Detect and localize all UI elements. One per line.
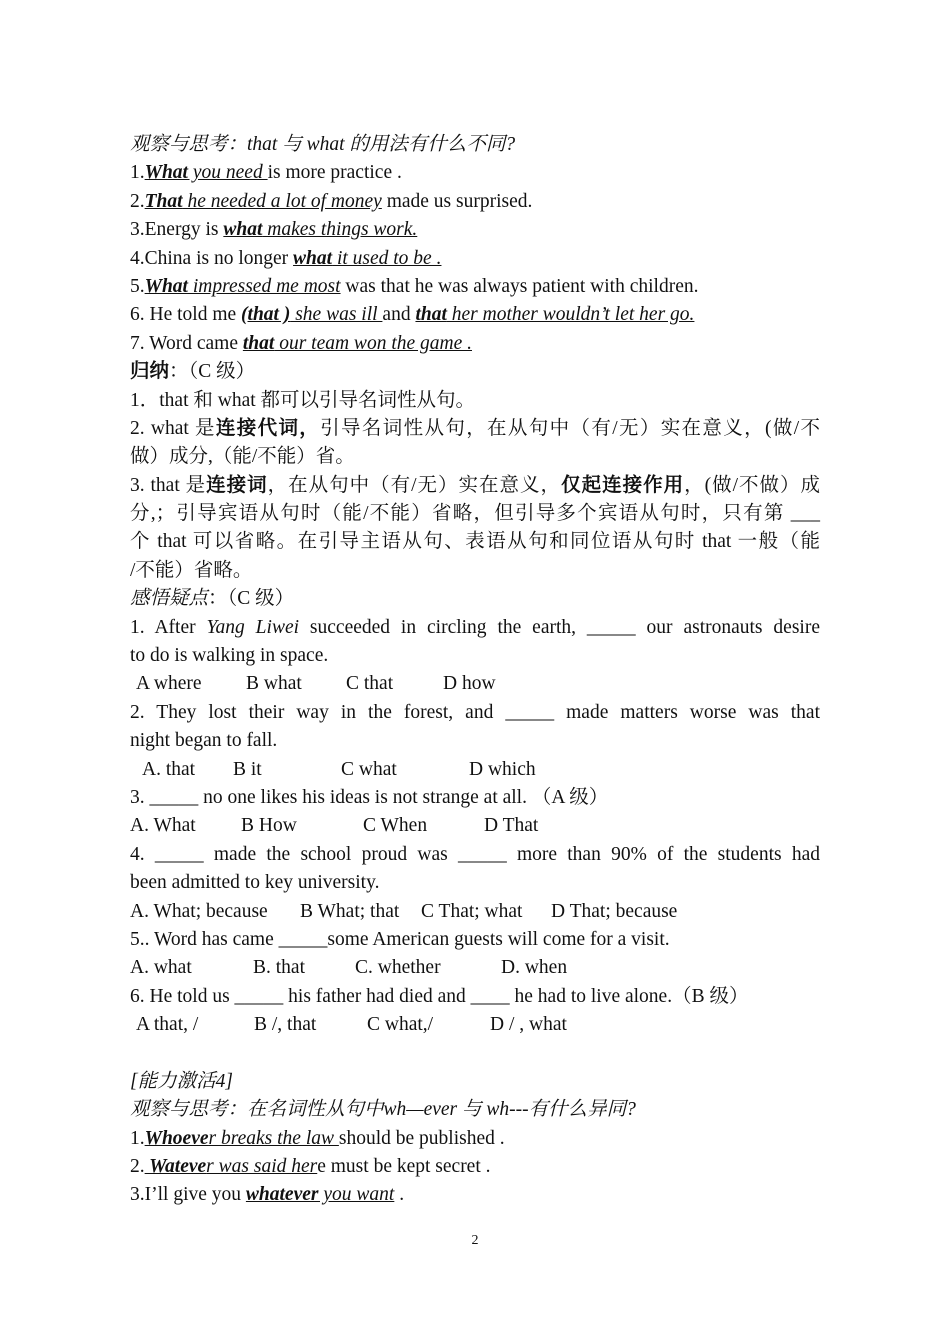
section-heading: 观察与思考：在名词性从句中wh—ever 与 wh---有什么异同?	[130, 1099, 636, 1121]
question-4-options	[130, 898, 820, 926]
option: A. that	[142, 758, 196, 780]
section-tag: [能力激活4]	[130, 1070, 233, 1092]
question-2-options	[130, 756, 820, 784]
example-6: 6. He told me (that ) she was ill and that her mother wouldn’t let her go.	[130, 304, 695, 326]
option: A. What	[130, 815, 196, 837]
summary-point-1: 1．that 和 what 都可以引导名词性从句。	[130, 389, 476, 411]
summary-point-3: 3. that 是连接词，在从句中（有/无）实在意义，仅起连接作用，(做/不做）成	[130, 474, 820, 496]
question-6-options	[130, 1011, 820, 1039]
spacer	[130, 1040, 820, 1068]
summary-point-3-cont-3: /不能）省略。	[130, 559, 253, 581]
summary-heading: 归纳：（C 级）	[130, 361, 256, 383]
summary-point-3-cont-1: 分,；引导宾语从句时（能/不能）省略，但引导多个宾语从句时，只有第 ___	[130, 503, 820, 525]
option: B. that	[253, 957, 305, 979]
document-body	[130, 131, 820, 1210]
example-4: 4.China is no longer what it used to be .	[130, 247, 442, 269]
option: C That; what	[421, 900, 523, 922]
option: D That; because	[551, 900, 678, 922]
page-number: 2	[471, 1233, 479, 1248]
example-2: 2. Watever was said here must be kept secret .	[130, 1156, 491, 1178]
question-2: 2. They lost their way in the forest, and _____ made matters worse was that	[130, 701, 820, 723]
option: A. what	[130, 957, 192, 979]
question-3: 3. _____ no one likes his ideas is not strange at all. （A 级）	[130, 786, 609, 808]
option: D which	[469, 758, 536, 780]
question-3-options	[130, 812, 820, 840]
example-1: 1.Whoever breaks the law should be published .	[130, 1127, 505, 1149]
question-1: 1. After Yang Liwei succeeded in circling the earth, _____ our astronauts desire	[130, 616, 820, 638]
option: B What; that	[300, 900, 400, 922]
question-6: 6. He told us _____ his father had died and ____ he had to live alone.（B 级）	[130, 985, 749, 1007]
option: A that, /	[136, 1014, 199, 1036]
option: C. whether	[355, 957, 441, 979]
question-5: 5.. Word has came _____some American guests will come for a visit.	[130, 928, 670, 950]
example-7: 7. Word came that our team won the game .	[130, 332, 472, 354]
summary-point-2-cont: 做）成分,（能/不能）省。	[130, 446, 355, 468]
option: D how	[443, 673, 496, 695]
option: A. What; because	[130, 900, 268, 922]
option: C what,/	[367, 1014, 434, 1036]
example-1: 1.What you need is more practice .	[130, 162, 402, 184]
summary-point-3-cont-2: 个 that 可以省略。在引导主语从句、表语从句和同位语从句时 that 一般（能	[130, 531, 820, 553]
example-3: 3.I’ll give you whatever you want .	[130, 1184, 405, 1206]
question-2-cont: night began to fall.	[130, 730, 278, 752]
question-5-options	[130, 954, 820, 982]
option: C that	[346, 673, 394, 695]
option: B /, that	[254, 1014, 317, 1036]
practice-heading: 感悟疑点：（C 级）	[130, 588, 295, 610]
question-1-cont: to do is walking in space.	[130, 645, 329, 667]
summary-point-2: 2. what 是连接代词，引导名词性从句，在从句中（有/无）实在意义，(做/不	[130, 417, 820, 439]
example-2: 2.That he needed a lot of money made us surprised.	[130, 190, 533, 212]
example-3: 3.Energy is what makes things work.	[130, 219, 418, 241]
question-4-cont: been admitted to key university.	[130, 872, 380, 894]
option: D That	[484, 815, 539, 837]
option: B it	[233, 758, 262, 780]
option: B what	[246, 673, 302, 695]
question-1-options	[130, 670, 820, 698]
option: B How	[241, 815, 297, 837]
option: A where	[136, 673, 202, 695]
option: C what	[341, 758, 397, 780]
option: D / , what	[490, 1014, 567, 1036]
question-4: 4. _____ made the school proud was _____ more than 90% of the students had	[130, 843, 820, 865]
example-5: 5.What impressed me most was that he was always patient with children.	[130, 275, 699, 297]
option: D. when	[501, 957, 568, 979]
option: C When	[363, 815, 428, 837]
section-heading: 观察与思考：that 与 what 的用法有什么不同?	[130, 134, 516, 155]
